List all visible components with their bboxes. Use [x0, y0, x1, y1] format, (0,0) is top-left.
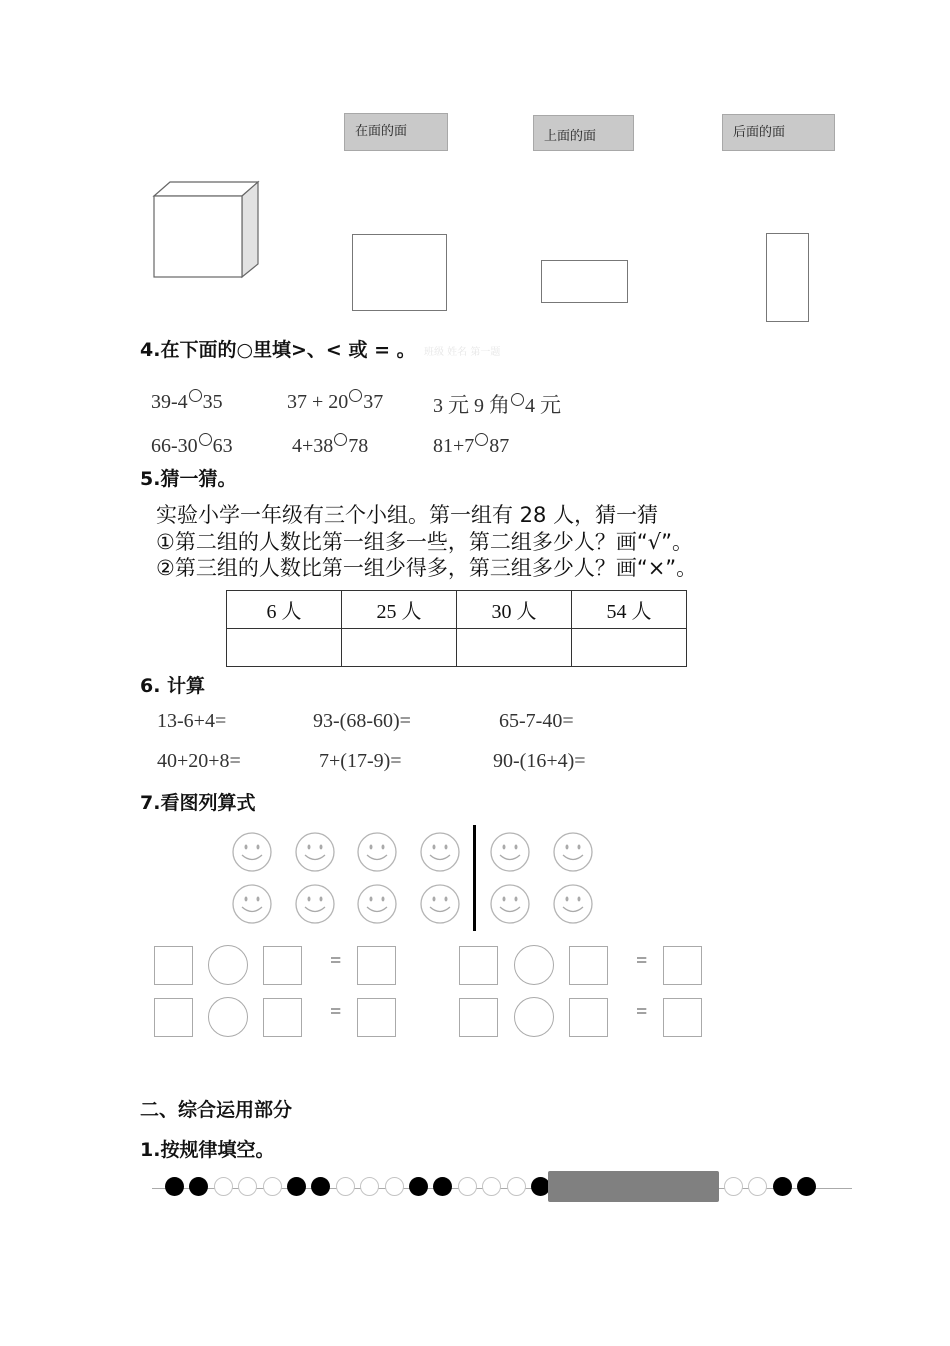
answer-box[interactable] [459, 946, 498, 985]
equals-sign: = [636, 950, 648, 972]
compare-circle[interactable] [511, 393, 524, 406]
white-bead [507, 1177, 526, 1196]
smiley-face-icon [295, 832, 335, 872]
q5-title: 5.猜一猜。 [140, 468, 237, 490]
equals-sign: = [636, 1001, 648, 1023]
white-bead [214, 1177, 233, 1196]
answer-cell[interactable] [572, 629, 687, 667]
operator-circle[interactable] [514, 945, 554, 985]
compare-circle[interactable] [199, 433, 212, 446]
q4-title: 4.在下面的○里填>、< 或 = 。 [140, 339, 416, 361]
top-face-outline [541, 260, 628, 303]
q5-description: 实验小学一年级有三个小组。第一组有 28 人，猜一猜 [156, 503, 659, 527]
divider-line [473, 825, 476, 931]
white-bead [238, 1177, 257, 1196]
compare-item: 4+38 78 [292, 435, 369, 457]
option-cell: 30 人 [457, 591, 572, 629]
option-cell: 6 人 [227, 591, 342, 629]
answer-box[interactable] [663, 998, 702, 1037]
compare-circle[interactable] [475, 433, 488, 446]
answer-cell[interactable] [227, 629, 342, 667]
black-bead [773, 1177, 792, 1196]
smiley-face-icon [490, 884, 530, 924]
white-bead [336, 1177, 355, 1196]
pattern-question-title: 1.按规律填空。 [140, 1139, 275, 1161]
white-bead [482, 1177, 501, 1196]
compare-item: 37 + 20 37 [287, 391, 384, 413]
compare-circle[interactable] [189, 389, 202, 402]
operator-circle[interactable] [514, 997, 554, 1037]
q7-title: 7.看图列算式 [140, 792, 256, 814]
front-face-outline [352, 234, 447, 311]
answer-box[interactable] [569, 946, 608, 985]
smiley-face-icon [420, 832, 460, 872]
smiley-face-icon [420, 884, 460, 924]
compare-circle[interactable] [334, 433, 347, 446]
black-bead [433, 1177, 452, 1196]
faint-watermark-text: 班级 姓名 第一题 [424, 347, 501, 358]
compare-item: 66-30 63 [151, 435, 233, 457]
compare-circle[interactable] [349, 389, 362, 402]
calc-expression: 40+20+8= [157, 750, 241, 772]
option-cell: 54 人 [572, 591, 687, 629]
white-bead [385, 1177, 404, 1196]
top-view-label: 上面的面 [533, 115, 634, 151]
compare-item: 3 元 9 角 4 元 [433, 393, 561, 417]
calc-expression: 90-(16+4)= [493, 750, 586, 772]
calc-expression: 7+(17-9)= [319, 750, 402, 772]
white-bead [360, 1177, 379, 1196]
hidden-answer-bar[interactable] [548, 1171, 719, 1202]
answer-box[interactable] [357, 998, 396, 1037]
white-bead [724, 1177, 743, 1196]
answer-box[interactable] [459, 998, 498, 1037]
pattern-baseline [152, 1188, 852, 1189]
smiley-face-icon [295, 884, 335, 924]
q5-condition-2: ②第三组的人数比第一组少得多，第三组多少人？画“×”。 [156, 556, 698, 580]
white-bead [263, 1177, 282, 1196]
option-cell: 25 人 [342, 591, 457, 629]
equals-sign: = [330, 950, 342, 972]
guess-table [226, 590, 687, 667]
black-bead [409, 1177, 428, 1196]
operator-circle[interactable] [208, 945, 248, 985]
answer-box[interactable] [154, 998, 193, 1037]
answer-box[interactable] [569, 998, 608, 1037]
answer-box[interactable] [263, 946, 302, 985]
back-view-label: 后面的面 [722, 114, 835, 151]
white-bead [748, 1177, 767, 1196]
calc-expression: 65-7-40= [499, 710, 574, 732]
cuboid-figure [150, 180, 262, 282]
white-bead [458, 1177, 477, 1196]
smiley-face-icon [232, 832, 272, 872]
answer-box[interactable] [154, 946, 193, 985]
q6-title: 6. 计算 [140, 675, 206, 697]
calc-expression: 93-(68-60)= [313, 710, 411, 732]
calc-expression: 13-6+4= [157, 710, 227, 732]
operator-circle[interactable] [208, 997, 248, 1037]
black-bead [311, 1177, 330, 1196]
smiley-face-icon [357, 832, 397, 872]
answer-box[interactable] [357, 946, 396, 985]
smiley-face-icon [232, 884, 272, 924]
smiley-face-icon [553, 884, 593, 924]
smiley-face-icon [490, 832, 530, 872]
side-face-outline [766, 233, 809, 322]
answer-cell[interactable] [457, 629, 572, 667]
compare-item: 39-4 35 [151, 391, 223, 413]
smiley-face-icon [357, 884, 397, 924]
answer-box[interactable] [263, 998, 302, 1037]
black-bead [287, 1177, 306, 1196]
q5-condition-1: ①第二组的人数比第一组多一些，第二组多少人？画“√”。 [156, 530, 693, 554]
answer-cell[interactable] [342, 629, 457, 667]
black-bead [165, 1177, 184, 1196]
front-view-label: 在面的面 [344, 113, 448, 151]
section2-title: 二、综合运用部分 [140, 1099, 293, 1121]
black-bead [797, 1177, 816, 1196]
smiley-face-icon [553, 832, 593, 872]
black-bead [189, 1177, 208, 1196]
equals-sign: = [330, 1001, 342, 1023]
compare-item: 81+7 87 [433, 435, 510, 457]
answer-box[interactable] [663, 946, 702, 985]
